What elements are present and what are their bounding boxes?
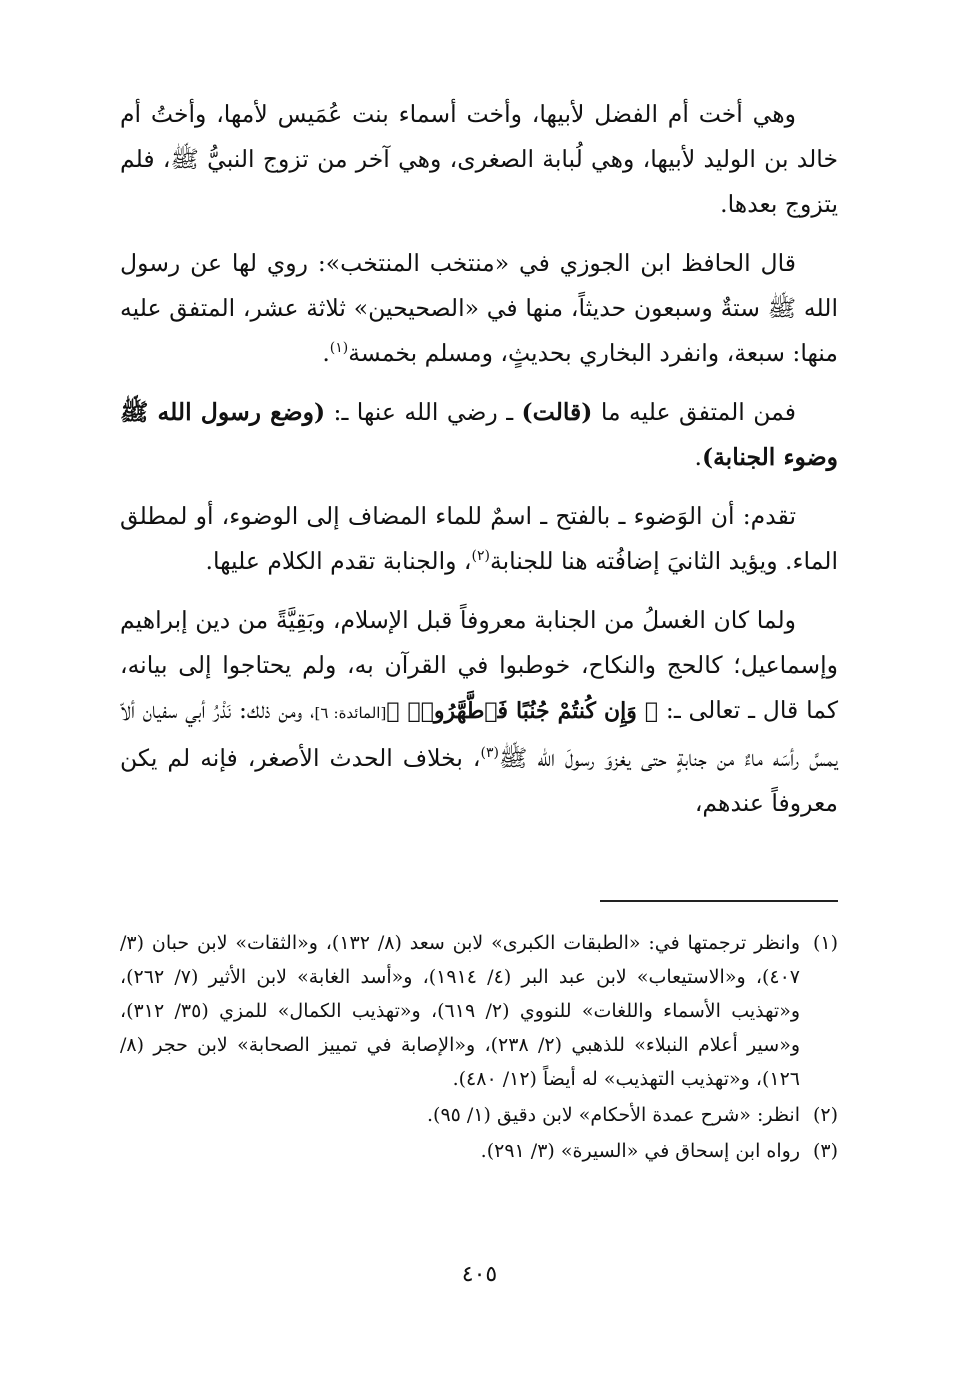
- paragraph-5-end: ، بخلاف الحدث الأصغر، فإنه لم يكن معروفاً عندهم،: [120, 744, 838, 817]
- paragraph-3-text: فمن المتفق عليه ما: [592, 398, 796, 426]
- quran-verse: ﴿ وَإِن كُنتُمْ جُنُبًا فَٱطَّهَّرُوا۟ ﴾: [386, 698, 659, 724]
- footnote-3-text: رواه ابن إسحاق في «السيرة» (٣/ ٢٩١).: [480, 1140, 800, 1162]
- paragraph-4: [120, 494, 838, 584]
- paragraph-3-end: .: [694, 443, 702, 471]
- footnote-1-number: (١): [812, 932, 838, 954]
- footnote-2-text: انظر: «شرح عمدة الأحكام» لابن دقيق (١/ ٩٥).: [426, 1104, 800, 1126]
- footnote-1: [120, 926, 838, 1096]
- paragraph-2-text: قال الحافظ ابن الجوزي في «منتخب المنتخب»: روي لها عن رسول الله ﷺ ستةٌ وسبعون حديثاً، منها في «الصحيحين» ثلاثة عشر، المتفق عليه منها: سبعة، وانفرد البخاري بحديثٍ، ومسلم بخمسة: [120, 249, 838, 367]
- paragraph-2-end: .: [322, 339, 330, 367]
- footnote-1-text: وانظر ترجمتها في: «الطبقات الكبرى» لابن سعد (٨/ ١٣٢)، و«الثقات» لابن حبان (٣/ ٤٠٧)، و«الاستيعاب» لابن عبد البر (٤/ ١٩١٤)، و«أسد الغابة» لابن الأثير (٧/ ٢٦٢)، و«تهذيب الأسماء واللغات» للنووي (٢/ ٦١٩)، و«تهذيب الكمال» للمزي (٣٥/ ٣١٢)، و«سير أعلام النبلاء» للذهبي (٢/ ٢٣٨)، و«الإصابة في تمييز الصحابة» لابن حجر (٨/ ١٢٦)، و«تهذيب التهذيب» له أيضاً (١٢/ ٤٨٠).: [120, 932, 800, 1090]
- footnote-3-number: (٣): [812, 1140, 838, 1162]
- footnote-2-number: (٢): [812, 1104, 838, 1126]
- paragraph-3-text-mid: ـ رضي الله عنها ـ:: [325, 398, 522, 426]
- footnote-separator: [600, 900, 838, 902]
- page-body: [120, 92, 838, 840]
- paragraph-5-text: ولما كان الغسلُ من الجنابة معروفاً قبل الإسلام، وبَقِيَّةً من دين إبراهيم وإسماعيل؛ كالحج والنكاح، خوطبوا في القرآن به، ولم يحتاجوا إلى بيانه، كما قال ـ تعالى ـ:: [120, 606, 839, 724]
- paragraph-3: [120, 390, 838, 480]
- footnote-3: [120, 1134, 838, 1168]
- footnotes: [120, 926, 838, 1170]
- paragraph-4-end: ، والجنابة تقدم الكلام عليها.: [205, 547, 472, 575]
- paragraph-4-text: تقدم: أن الوَضوء ـ بالفتح ـ اسمٌ للماء المضاف إلى الوضوء، أو لمطلق الماء. ويؤيد الثانيَ إضافُته هنا للجنابة: [120, 502, 838, 575]
- main-text: [120, 92, 838, 826]
- paragraph-5-text-mid: ، ومن ذلك: نَذْرُ أبي سفيان ألاّ يمسَّ رأسَه ماءٌ من جنابةٍ حتى يغزوَ رسولَ الله ﷺ: [120, 696, 838, 772]
- footnote-ref-3[interactable]: (٣): [480, 745, 499, 762]
- footnote-2: [120, 1098, 838, 1132]
- footnote-ref-1[interactable]: (١): [329, 340, 349, 357]
- paragraph-1: [120, 92, 838, 227]
- paragraph-1-text: وهي أخت أم الفضل لأبيها، وأخت أسماء بنت عُمَيس لأمها، وأختُ أم خالد بن الوليد لأبيها، وهي لُبابة الصغرى، وهي آخر من تزوج النبيُّ ﷺ، فلم يتزوج بعدها.: [120, 100, 838, 218]
- quran-reference: [المائدة: ٦]: [314, 704, 387, 722]
- paragraph-5: [120, 598, 838, 826]
- page-number: ٤٠٥: [461, 1262, 498, 1287]
- hadith-quote-qalat: (قالت): [521, 398, 593, 426]
- paragraph-2: [120, 241, 838, 376]
- hadith-quote-text: (وضع رسول الله ﷺ وضوء الجنابة): [120, 398, 838, 471]
- footnote-ref-2[interactable]: (٢): [471, 548, 490, 565]
